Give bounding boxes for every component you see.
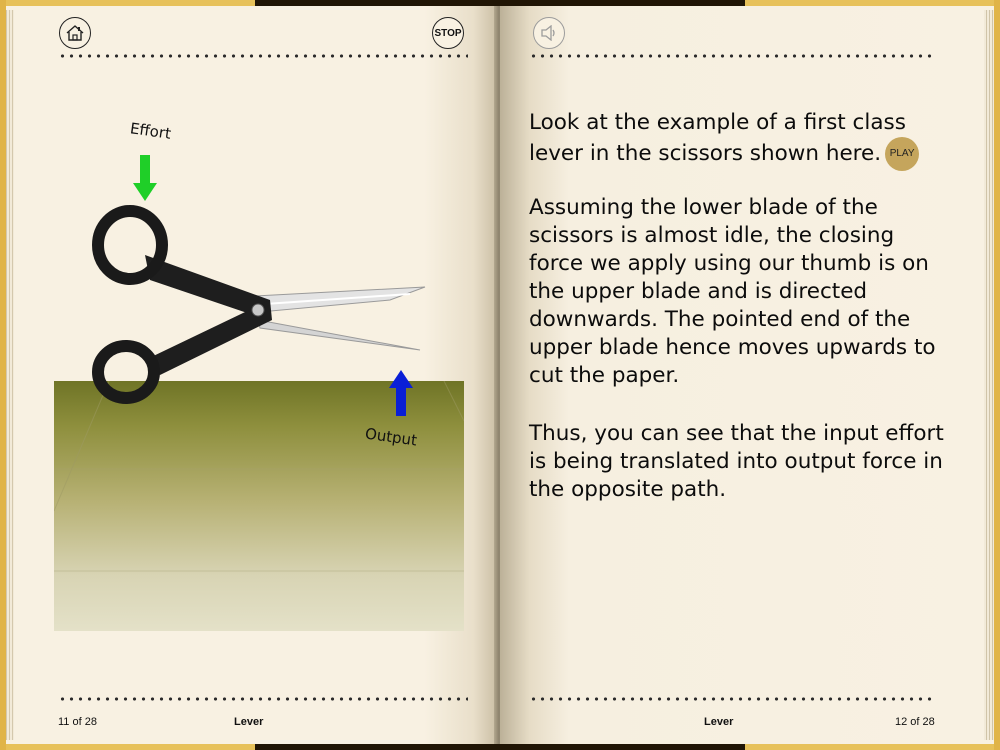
effort-arrow bbox=[132, 155, 158, 203]
top-divider-right bbox=[529, 54, 934, 58]
paragraph-2: Assuming the lower blade of the scissors is almost idle, the closing force we apply using our thumb is on the upper blade and is directed downwards. The pointed end of the upper blade hence moves upwards to cut the paper. bbox=[529, 195, 936, 388]
paragraph-1-text: Look at the example of a first class lever in the scissors shown here. bbox=[529, 110, 906, 166]
home-icon bbox=[65, 24, 85, 42]
audio-button[interactable] bbox=[533, 17, 565, 49]
book-spine-bottom bbox=[255, 744, 745, 750]
right-page-edges bbox=[984, 10, 994, 740]
stop-label: STOP bbox=[434, 27, 462, 39]
right-page-number: 12 of 28 bbox=[895, 716, 935, 728]
paragraph-1 bbox=[529, 109, 949, 171]
top-divider-left bbox=[58, 54, 468, 58]
left-page-number: 11 of 28 bbox=[58, 716, 97, 728]
bottom-divider-left bbox=[58, 697, 468, 701]
effort-label: Effort bbox=[128, 119, 173, 143]
book-cover-right bbox=[994, 0, 1000, 750]
left-page-edges bbox=[6, 10, 14, 740]
play-button[interactable] bbox=[885, 137, 919, 171]
speaker-icon bbox=[540, 25, 558, 41]
paper-surface bbox=[54, 381, 464, 631]
stop-button[interactable] bbox=[432, 17, 464, 49]
output-arrow bbox=[388, 370, 414, 418]
paragraph-3: Thus, you can see that the input effort is being translated into output force in the opposite path. bbox=[529, 421, 944, 502]
play-label: PLAY bbox=[889, 148, 915, 159]
left-chapter-title: Lever bbox=[234, 716, 264, 728]
right-chapter-title: Lever bbox=[704, 716, 734, 728]
home-button[interactable] bbox=[59, 17, 91, 49]
output-label: Output bbox=[364, 424, 419, 450]
bottom-divider-right bbox=[529, 697, 934, 701]
